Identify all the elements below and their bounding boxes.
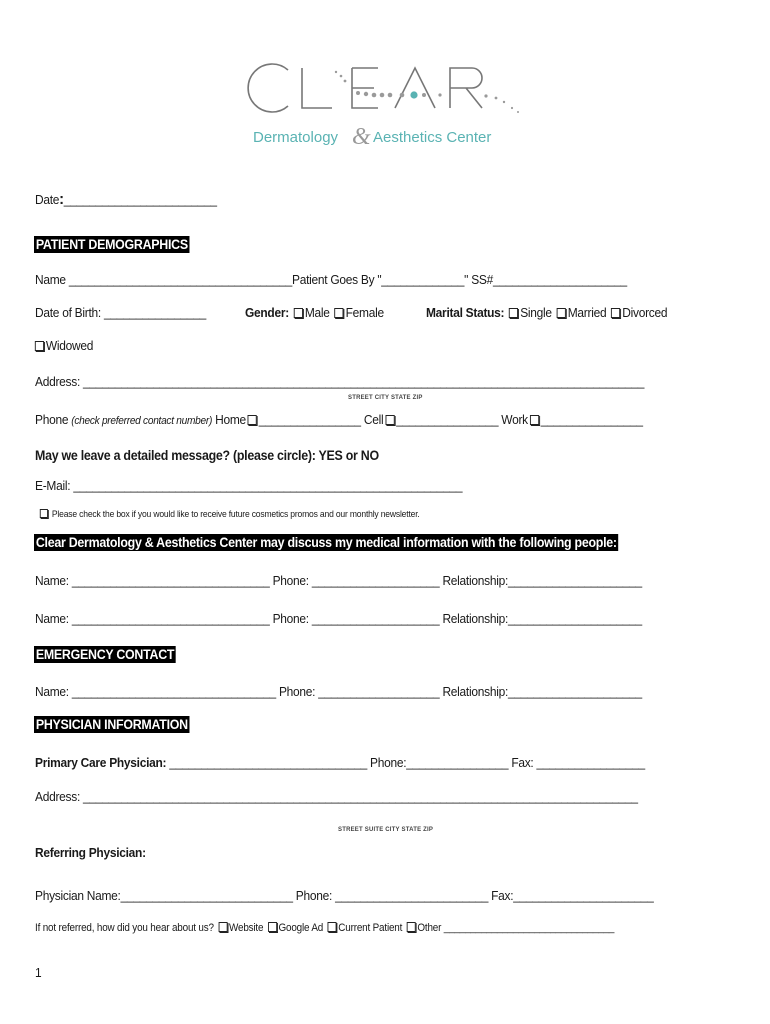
website-checkbox[interactable]: [218, 922, 227, 932]
physician-address-hint: STREET SUITE CITY STATE ZIP: [338, 827, 434, 833]
logo-letter-a: [395, 68, 435, 108]
logo-letter-e: [352, 68, 378, 108]
name-line[interactable]: Name ___________________________________Patient Goes By "_____________" SS#_____________________: [35, 272, 627, 287]
logo-ampersand: &: [352, 124, 371, 148]
newsletter-checkbox[interactable]: [40, 509, 48, 518]
dob-field[interactable]: Date of Birth: ________________: [35, 305, 206, 320]
other-checkbox[interactable]: [407, 922, 416, 932]
discuss-header: Clear Dermatology & Aesthetics Center may discuss my medical information with the following people:: [35, 535, 617, 550]
female-checkbox[interactable]: [335, 308, 344, 318]
work-phone-field[interactable]: ________________: [540, 412, 643, 427]
widowed-checkbox[interactable]: [35, 341, 44, 351]
address-field[interactable]: Address: ________________________________________________________________________________________: [35, 374, 645, 389]
home-checkbox[interactable]: [248, 415, 257, 425]
logo-letter-r: [450, 68, 482, 108]
cell-phone-field[interactable]: ________________: [396, 412, 499, 427]
emergency-contact-row[interactable]: Name: ________________________________ Phone: ___________________ Relationship:_____________________: [35, 684, 642, 699]
marital-status-group: Marital Status: Single Married Divorced: [426, 305, 668, 320]
email-field[interactable]: E-Mail: _____________________________________________________________: [35, 478, 463, 493]
clear-logo: [240, 58, 540, 148]
married-checkbox[interactable]: [557, 308, 566, 318]
logo-teal-dot: [410, 91, 417, 98]
logo-subtitle-dermatology: Dermatology: [253, 129, 339, 146]
address-hint: STREET CITY STATE ZIP: [348, 395, 423, 401]
gender-group: Gender: Male Female: [245, 305, 384, 320]
logo-subtitle-aesthetics: Aesthetics Center: [373, 129, 492, 146]
newsletter-option: Please check the box if you would like to receive future cosmetics promos and our monthly newsletter.: [38, 509, 420, 520]
message-question: May we leave a detailed message? (please circle): YES or NO: [35, 448, 379, 463]
logo-letter-c: [248, 64, 288, 112]
google-ad-checkbox[interactable]: [268, 922, 277, 932]
referral-source-row: If not referred, how did you hear about us? Website Google Ad Current Patient Other ________________________________: [35, 922, 615, 934]
referring-physician-label: Referring Physician:: [35, 845, 146, 860]
male-checkbox[interactable]: [294, 308, 303, 318]
referring-physician-row[interactable]: Physician Name:___________________________ Phone: ________________________ Fax:______________________: [35, 888, 654, 903]
phone-row: Phone (check preferred contact number) Home ________________ Cell ________________ Work ________________: [35, 412, 643, 427]
single-checkbox[interactable]: [509, 308, 518, 318]
physician-address-field[interactable]: Address: _______________________________________________________________________________________: [35, 789, 638, 804]
discuss-row-2[interactable]: Name: _______________________________ Phone: ____________________ Relationship:_____________________: [35, 611, 642, 626]
emergency-contact-header: EMERGENCY CONTACT: [35, 647, 175, 662]
logo-letter-l: [302, 68, 332, 108]
current-patient-checkbox[interactable]: [328, 922, 337, 932]
pcp-row[interactable]: Primary Care Physician: _______________________________ Phone:________________ Fax: _________________: [35, 755, 645, 770]
cell-checkbox[interactable]: [385, 415, 394, 425]
patient-demographics-header: PATIENT DEMOGRAPHICS: [35, 237, 188, 252]
work-checkbox[interactable]: [530, 415, 539, 425]
home-phone-field[interactable]: ________________: [258, 412, 361, 427]
date-field[interactable]: Date:________________________: [35, 191, 217, 208]
physician-information-header: PHYSICIAN INFORMATION: [35, 717, 188, 732]
page-number: 1: [35, 965, 42, 980]
divorced-checkbox[interactable]: [611, 308, 620, 318]
widowed-option: Widowed: [33, 338, 93, 353]
discuss-row-1[interactable]: Name: _______________________________ Phone: ____________________ Relationship:_____________________: [35, 573, 642, 588]
